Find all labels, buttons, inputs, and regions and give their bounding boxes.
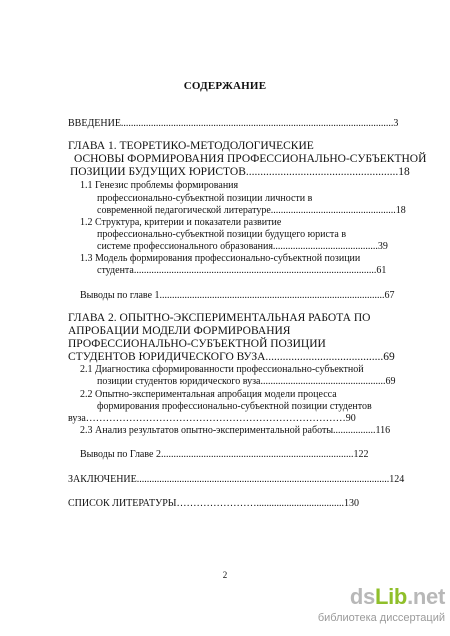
toc-conclusions-chapter1: Выводы по главе 1..........................................................................................67 [80,290,395,301]
toc-chapter1-line2: ОСНОВЫ ФОРМИРОВАНИЯ ПРОФЕССИОНАЛЬНО-СУБЪЕКТНОЙ [74,153,427,165]
watermark-logo-lib: Lib [374,584,408,609]
watermark-logo-net: .net [407,584,445,609]
toc-section-2-1-line1: 2.1 Диагностика сформированности профессионально-субъектной [80,364,364,375]
toc-section-2-1-line2: позиции студентов юридического вуза..................................................69 [97,376,396,387]
toc-section-2-2-line1: 2.2 Опытно-экспериментальная апробация модели процесса [80,389,337,400]
toc-section-1-1-line3: современной педагогической литературе..................................................18 [97,205,406,216]
toc-conclusions-chapter2: Выводы по Главе 2.............................................................................122 [80,449,369,460]
watermark-subtitle: библиотека диссертаций [317,612,445,624]
toc-bibliography: СПИСОК ЛИТЕРАТУРЫ……………………...................................130 [68,498,359,509]
toc-section-1-1-line2: профессионально-субъектной позиции личности в [97,193,313,204]
toc-section-1-2-line1: 1.2 Структура, критерии и показатели развитие [80,217,282,228]
toc-introduction: ВВЕДЕНИЕ.............................................................................................................3 [68,118,399,129]
page-title: СОДЕРЖАНИЕ [183,80,267,92]
page-number: 2 [222,570,228,580]
watermark-logo-ds: ds [349,584,375,609]
toc-section-2-3: 2.3 Анализ результатов опытно-экспериментальной работы.................116 [80,425,391,436]
toc-chapter2-line1: ГЛАВА 2. ОПЫТНО-ЭКСПЕРИМЕНТАЛЬНАЯ РАБОТА ПО [68,312,371,324]
toc-section-2-2-line3: вуза……………………………………………………………………90 [68,413,356,424]
toc-chapter1-line1: ГЛАВА 1. ТЕОРЕТИКО-МЕТОДОЛОГИЧЕСКИЕ [68,140,314,152]
toc-chapter2-line2: АПРОБАЦИИ МОДЕЛИ ФОРМИРОВАНИЯ [68,325,291,337]
toc-chapter2-line4: СТУДЕНТОВ ЮРИДИЧЕСКОГО ВУЗА.........................................69 [68,351,395,363]
toc-section-1-1-line1: 1.1 Генезис проблемы формирования [80,180,239,191]
toc-section-1-3-line1: 1.3 Модель формирования профессионально-субъектной позиции [80,253,361,264]
toc-conclusion: ЗАКЛЮЧЕНИЕ.....................................................................................................124 [68,474,405,485]
toc-section-2-2-line2: формирования профессионально-субъектной позиции студентов [97,401,372,412]
toc-chapter2-line3: ПРОФЕССИОНАЛЬНО-СУБЪЕКТНОЙ ПОЗИЦИИ [68,338,326,350]
toc-section-1-3-line2: студента.................................................................................................61 [97,265,387,276]
toc-chapter1-line3: ПОЗИЦИИ БУДУЩИХ ЮРИСТОВ.....................................................18 [70,166,410,178]
toc-section-1-2-line2: профессионально-субъектной позиции будущего юриста в [97,229,347,240]
watermark-logo [350,584,445,610]
watermark [317,584,447,630]
toc-section-1-2-line3: системе профессионального образования..........................................39 [97,241,388,252]
